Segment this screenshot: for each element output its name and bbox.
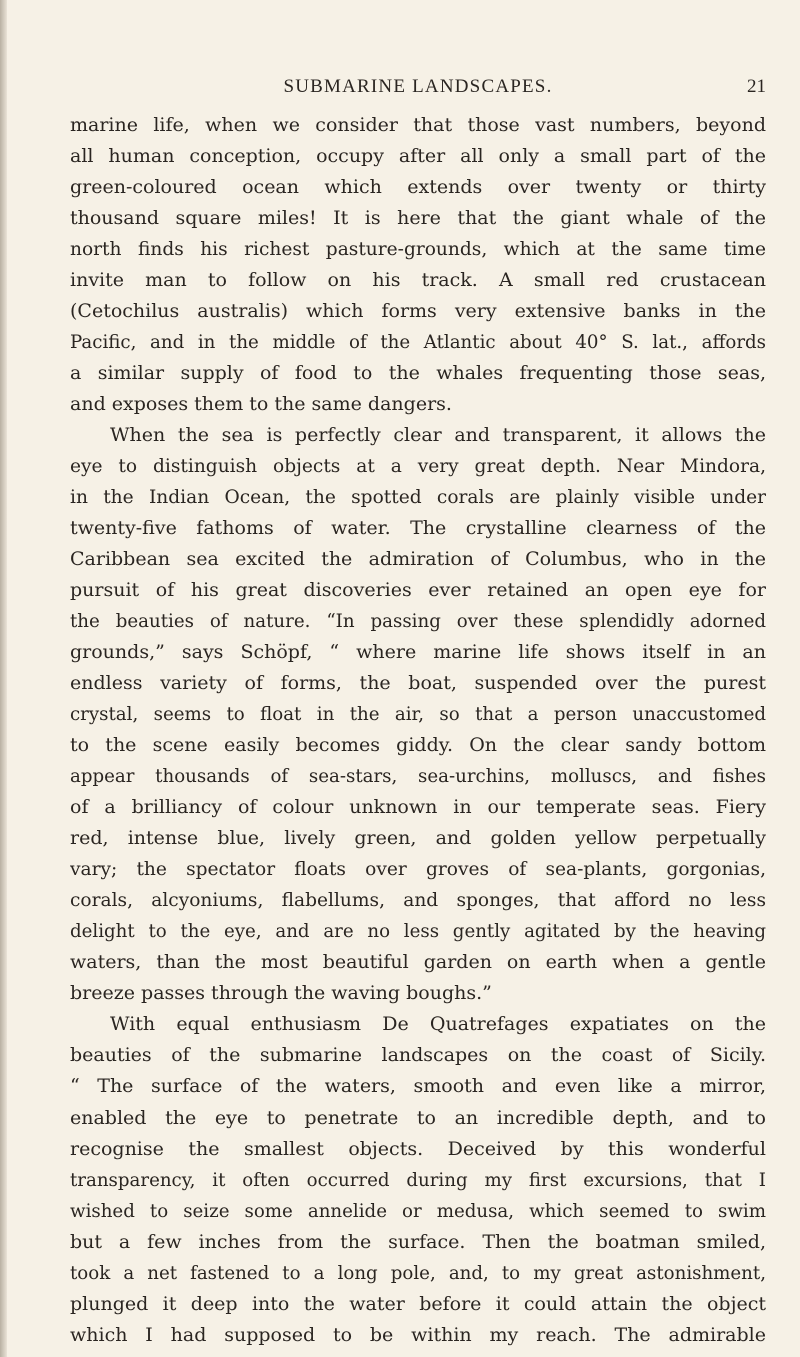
text-line: Pacific, and in the middle of the Atlantic about 40° S. lat., affords <box>70 332 766 354</box>
text-line: and exposes them to the same dangers. <box>70 393 452 416</box>
text-line: recognise the smallest objects. Deceived by this wonderful <box>70 1137 766 1160</box>
text-line: appear thousands of sea-stars, sea-urchins, molluscs, and fishes <box>70 766 766 788</box>
text-line: green-coloured ocean which extends over twenty or thirty <box>70 176 766 199</box>
text-line: vary; the spectator floats over groves of sea-plants, gorgonias, <box>70 859 766 881</box>
text-line: endless variety of forms, the boat, suspended over the purest <box>70 672 766 695</box>
text-line: plunged it deep into the water before it could attain the object <box>70 1292 766 1315</box>
text-line: wished to seize some annelide or medusa, which seemed to swim <box>70 1200 766 1222</box>
text-line: a similar supply of food to the whales frequenting those seas, <box>70 362 766 385</box>
running-head <box>70 76 766 100</box>
text-line: When the sea is perfectly clear and transparent, it allows the <box>110 424 766 447</box>
text-line: thousand square miles! It is here that the giant whale of the <box>70 207 766 230</box>
text-line: red, intense blue, lively green, and golden yellow perpetually <box>70 827 766 850</box>
text-line: enabled the eye to penetrate to an incredible depth, and to <box>70 1106 766 1129</box>
text-line: the beauties of nature. “In passing over these splendidly adorned <box>70 611 766 633</box>
text-line: all human conception, occupy after all only a small part of the <box>70 145 766 168</box>
text-line: beauties of the submarine landscapes on the coast of Sicily. <box>70 1044 766 1067</box>
text-line: eye to distinguish objects at a very great depth. Near Mindora, <box>70 456 766 478</box>
page-binding-edge <box>0 0 7 1357</box>
text-line: waters, than the most beautiful garden on earth when a gentle <box>70 951 766 974</box>
text-line: delight to the eye, and are no less gently agitated by the heaving <box>70 921 766 943</box>
text-line: twenty-five fathoms of water. The crystalline clearness of the <box>70 517 766 540</box>
text-line: grounds,” says Schöpf, “ where marine life shows itself in an <box>70 641 766 664</box>
text-line: took a net fastened to a long pole, and, to my great astonishment, <box>70 1262 766 1284</box>
text-line: which I had supposed to be within my reach. The admirable <box>70 1323 766 1346</box>
text-line: breeze passes through the waving boughs.” <box>70 982 492 1005</box>
text-line: to the scene easily becomes giddy. On the clear sandy bottom <box>70 734 766 757</box>
text-line: transparency, it often occurred during my first excursions, that I <box>70 1169 766 1191</box>
text-line: in the Indian Ocean, the spotted corals are plainly visible under <box>70 487 766 509</box>
text-line: marine life, when we consider that those vast numbers, beyond <box>70 114 766 136</box>
text-line: pursuit of his great discoveries ever retained an open eye for <box>70 579 766 602</box>
text-line: (Cetochilus australis) which forms very extensive banks in the <box>70 300 766 323</box>
text-line: invite man to follow on his track. A small red crustacean <box>70 269 766 292</box>
text-line: of a brilliancy of colour unknown in our temperate seas. Fiery <box>70 796 766 819</box>
page-number: 21 <box>747 76 766 97</box>
text-line: Caribbean sea excited the admiration of Columbus, who in the <box>70 548 766 571</box>
text-line: but a few inches from the surface. Then the boatman smiled, <box>70 1230 766 1253</box>
text-line: “ The surface of the waters, smooth and even like a mirror, <box>70 1075 766 1098</box>
body-text <box>70 110 766 1351</box>
text-line: With equal enthusiasm De Quatrefages expatiates on the <box>110 1013 766 1036</box>
running-title: SUBMARINE LANDSCAPES. <box>283 76 553 97</box>
text-line: corals, alcyoniums, flabellums, and sponges, that afford no less <box>70 890 766 912</box>
text-line: crystal, seems to float in the air, so that a person unaccustomed <box>70 704 766 726</box>
text-line: north finds his richest pasture-grounds, which at the same time <box>70 239 766 261</box>
